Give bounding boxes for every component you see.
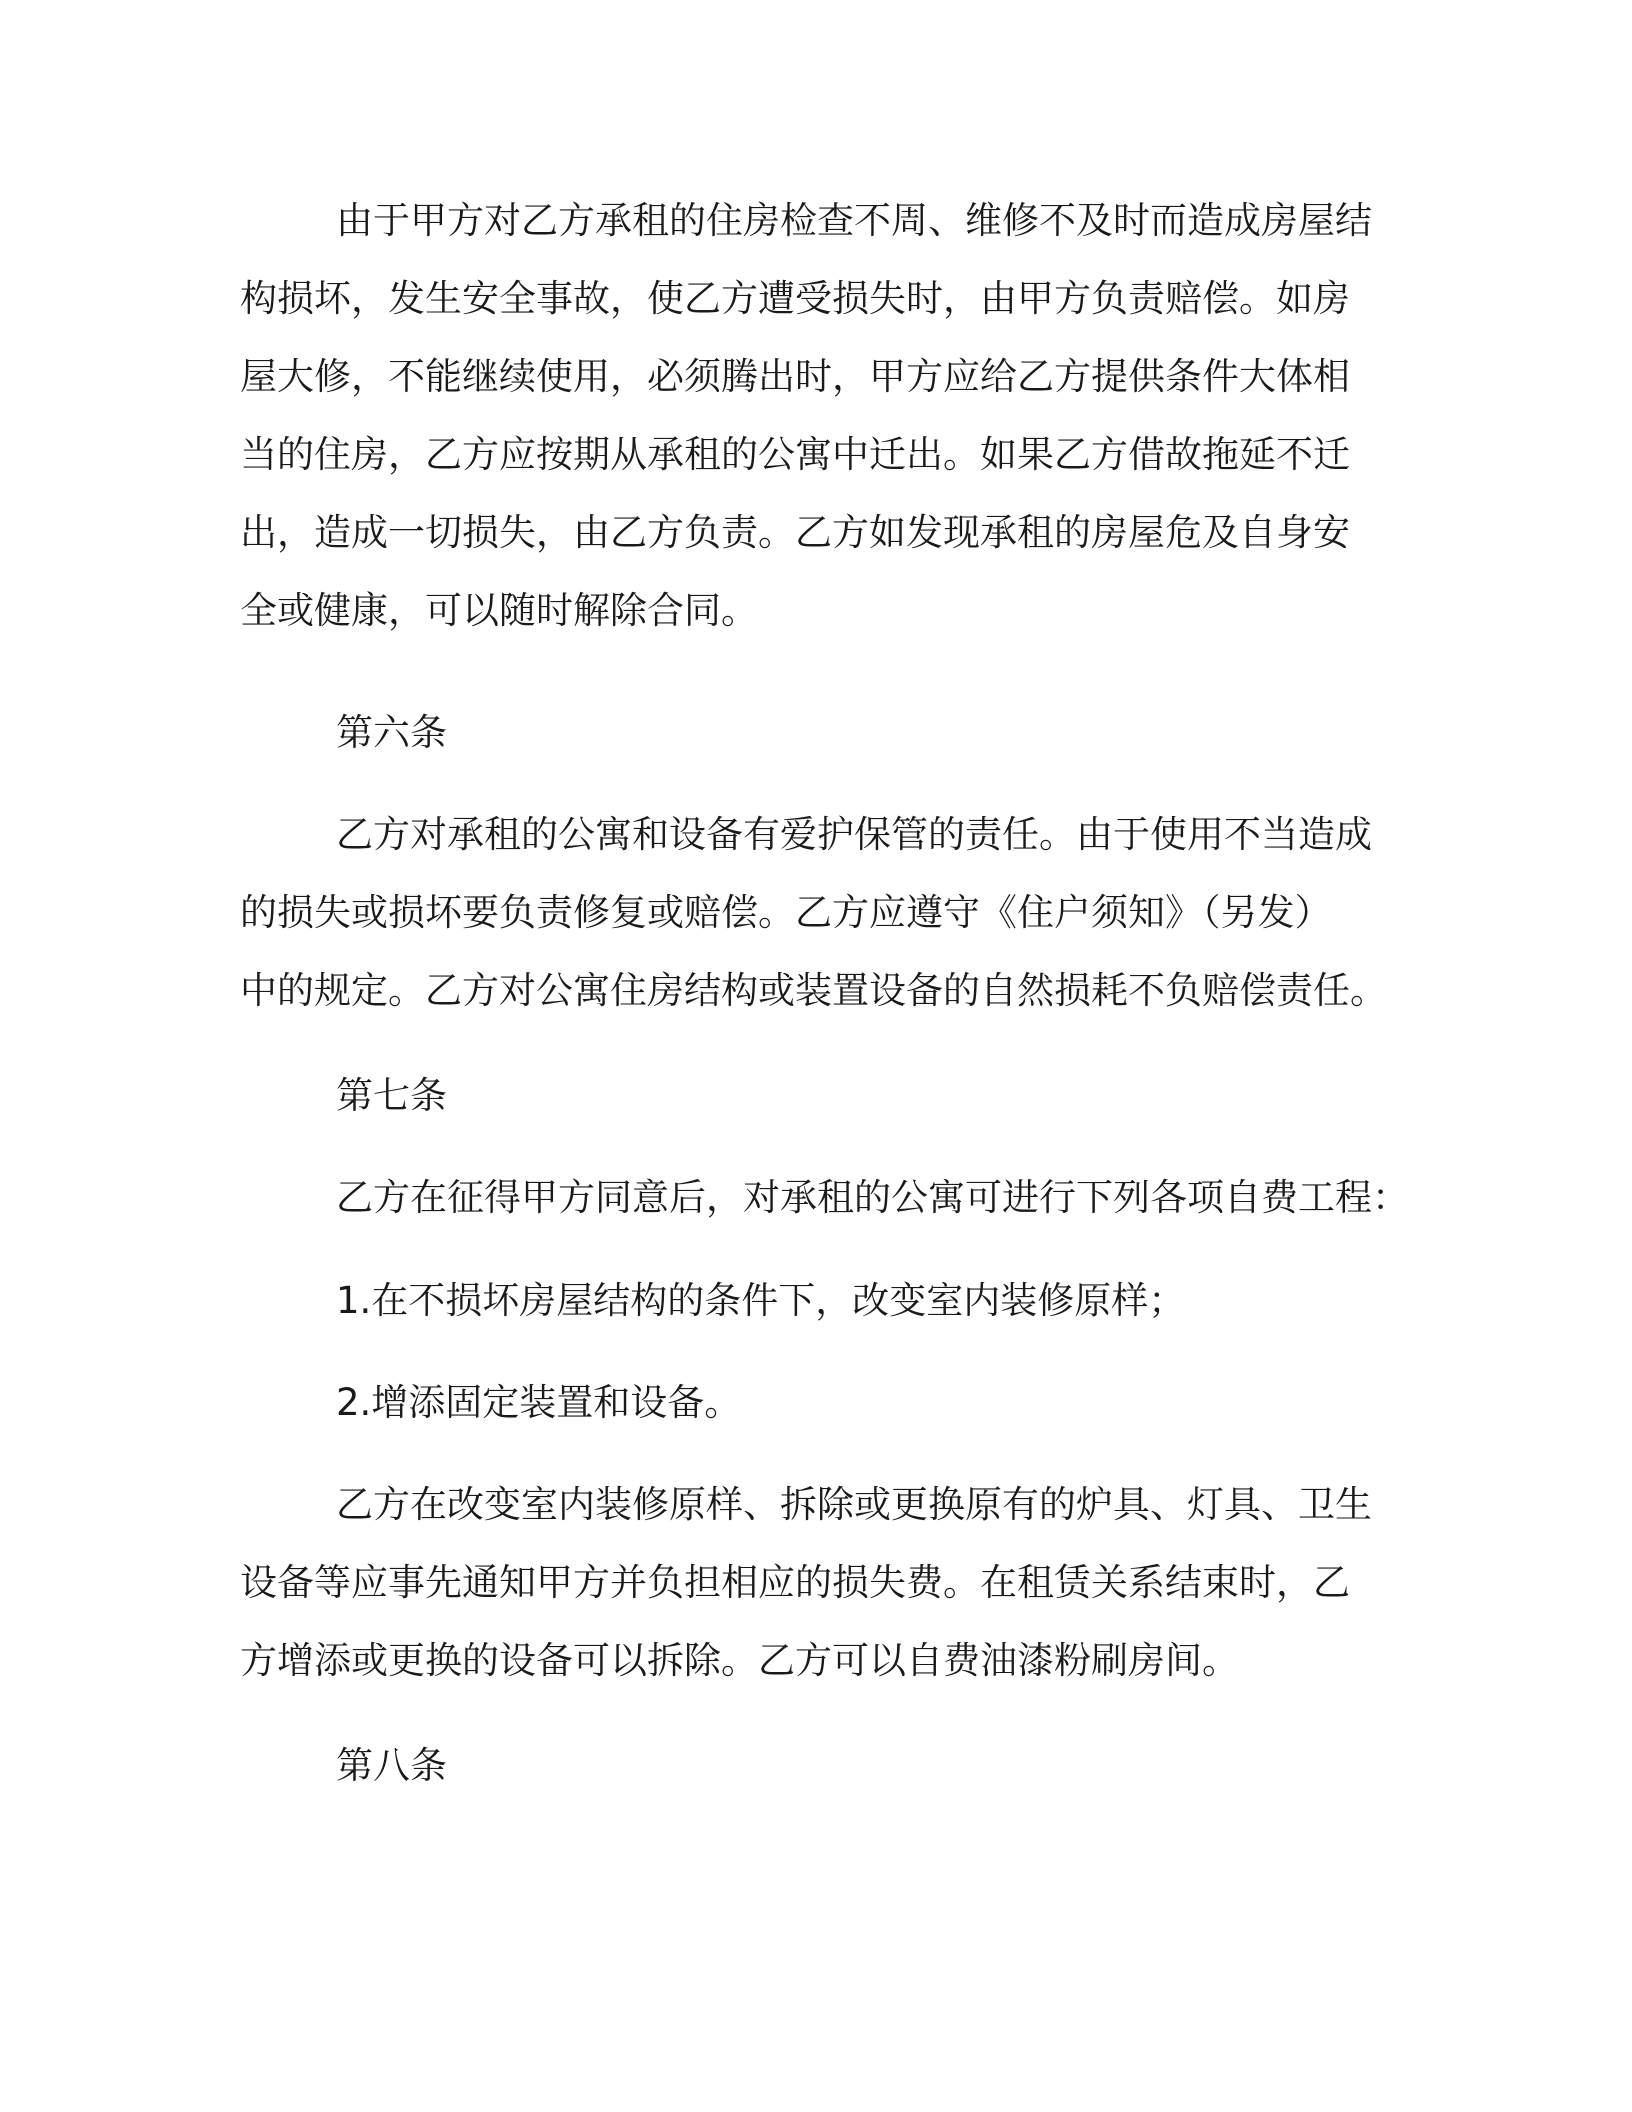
article6-paragraph [240,796,1387,1030]
text-line: 由于甲方对乙方承租的住房检查不周、维修不及时而造成房屋结 [336,199,1372,242]
text-line: 乙方在改变室内装修原样、拆除或更换原有的炉具、灯具、卫生 [336,1483,1372,1526]
text-line: 方增添或更换的设备可以拆除。乙方可以自费油漆粉刷房间。 [240,1639,1239,1682]
text-line: 中的规定。乙方对公寓住房结构或装置设备的自然损耗不负赔偿责任。 [240,969,1387,1012]
text-line: 屋大修，不能继续使用，必须腾出时，甲方应给乙方提供条件大体相 [240,355,1350,398]
article7-item-2: 2.增添固定装置和设备。 [336,1381,742,1424]
article7-paragraph [240,1466,1380,1700]
article7-intro: 乙方在征得甲方同意后，对承租的公寓可进行下列各项自费工程： [336,1176,1409,1219]
text-line: 的损失或损坏要负责修复或赔偿。乙方应遵守《住户须知》（另发） [240,891,1332,934]
text-line: 当的住房，乙方应按期从承租的公寓中迁出。如果乙方借故拖延不迁 [240,433,1350,476]
text-line: 全或健康，可以随时解除合同。 [240,589,758,632]
text-line: 设备等应事先通知甲方并负担相应的损失费。在租赁关系结束时，乙 [240,1561,1350,1604]
article7-heading: 第七条 [336,1074,447,1117]
article8-heading: 第八条 [336,1744,447,1787]
article7-item-1: 1.在不损坏房屋结构的条件下，改变室内装修原样； [336,1279,1186,1322]
text-line: 出，造成一切损失，由乙方负责。乙方如发现承租的房屋危及自身安 [240,511,1350,554]
article5-continuation-paragraph [240,182,1380,650]
article6-heading: 第六条 [336,711,447,754]
text-line: 构损坏，发生安全事故，使乙方遭受损失时，由甲方负责赔偿。如房 [240,277,1350,320]
text-line: 乙方对承租的公寓和设备有爱护保管的责任。由于使用不当造成 [336,813,1372,856]
